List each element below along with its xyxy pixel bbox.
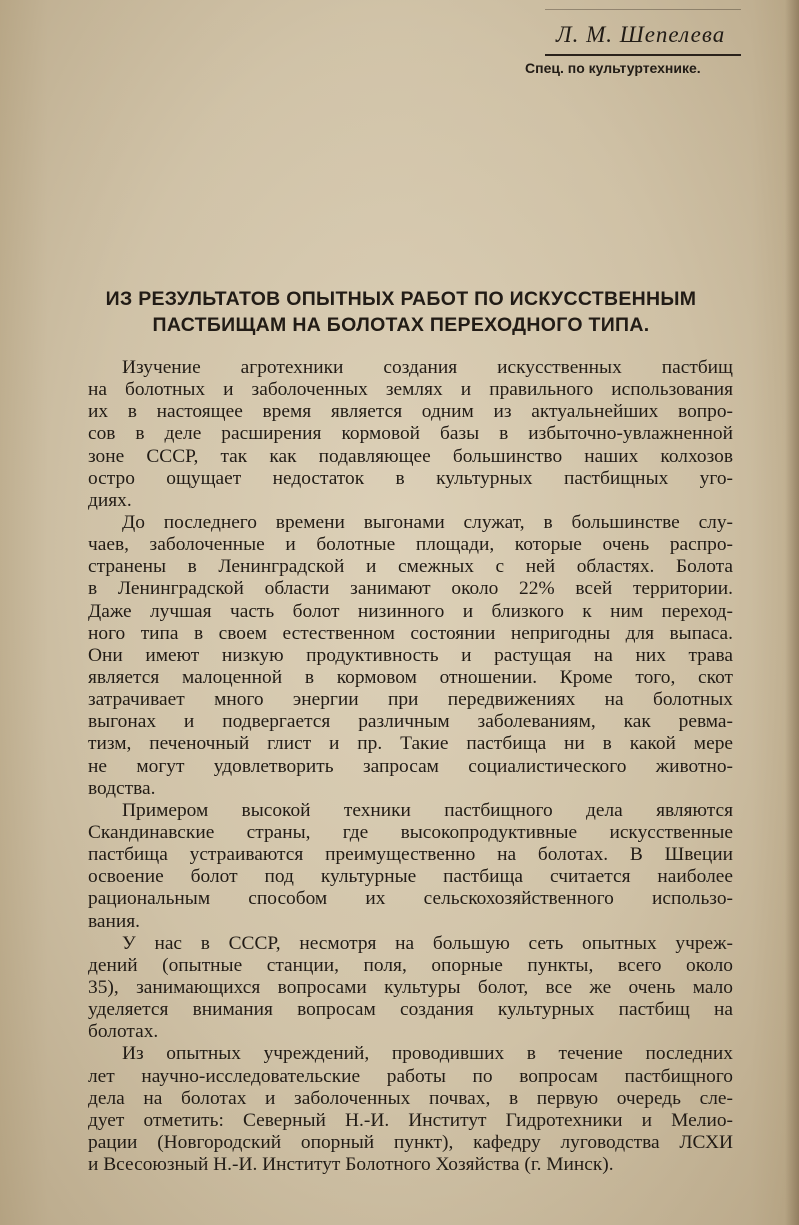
text-line: водства. [88,777,156,799]
text-line: зоне СССР, так как подавляющее большинство наших колхозов [88,445,733,467]
paragraph [88,933,733,1044]
text-line: и Всесоюзный Н.-И. Институт Болотного Хозяйства (г. Минск). [88,1154,614,1176]
text-line: диях. [88,489,132,511]
header-rule [545,54,741,56]
paragraph [88,800,733,933]
title-line: ИЗ РЕЗУЛЬТАТОВ ОПЫТНЫХ РАБОТ ПО ИСКУССТВЕННЫМ [105,288,697,310]
text-line: выгонах и подвергается различным заболеваниям, как ревма- [88,711,733,733]
text-line: тизм, печеночный глист и пр. Такие пастбища ни в какой мере [88,733,733,755]
text-line: дела на болотах и заболоченных почвах, в первую очередь сле- [88,1087,733,1109]
text-line: рациональным способом их сельскохозяйственного использо- [88,888,733,910]
text-line: До последнего времени выгонами служат, в большинстве слу- [122,511,733,533]
author-position: Спец. по культуртехнике. [525,60,701,76]
text-line: странены в Ленинградской и смежных с ней областях. Болота [88,556,733,578]
text-line: Скандинавские страны, где высокопродуктивные искусственные [88,821,733,843]
text-line: Изучение агротехники создания искусственных пастбищ [122,357,733,378]
text-line: освоение болот под культурные пастбища считается наиболее [88,866,733,888]
text-line: ного типа в своем естественном состоянии непригодны для выпаса. [88,622,733,644]
text-line: на болотных и заболоченных землях и правильного использования [88,379,733,401]
text-line: пастбища устраиваются преимущественно на болотах. В Швеции [88,844,733,866]
text-line: болотах. [88,1021,159,1043]
author-name: Л. М. Шепелева [556,22,726,47]
text-line: чаев, заболоченные и болотные площади, которые очень распро- [88,534,733,556]
text-line: их в настоящее время является одним из актуальнейших вопро- [88,401,733,423]
text-line: затрачивает много энергии при передвижениях на болотных [88,689,733,711]
page-edge-shadow [785,0,799,1225]
text-line: Примером высокой техники пастбищного дела являются [122,799,733,821]
text-line: рации (Новгородский опорный пункт), кафедру луговодства ЛСХИ [88,1131,733,1153]
text-line: не могут удовлетворить запросам социалистического животно- [88,755,733,777]
text-line: Даже лучшая часть болот низинного и близкого к ним переход- [88,600,733,622]
paragraph [88,1043,733,1176]
text-line: У нас в СССР, несмотря на большую сеть опытных учреж- [122,932,733,954]
text-line: в Ленинградской области занимают около 22% всей территории. [88,578,733,600]
article-title [40,286,762,338]
text-line: 35), занимающихся вопросами культуры болот, все же очень мало [88,976,733,998]
text-line: дует отметить: Северный Н.-И. Институт Гидротехники и Мелио- [88,1109,733,1131]
paragraph [88,357,733,512]
text-line: вания. [88,910,141,932]
header-rule-top [545,9,741,10]
paragraph [88,512,733,800]
article-body [88,357,733,1176]
title-line: ПАСТБИЩАМ НА БОЛОТАХ ПЕРЕХОДНОГО ТИПА. [152,314,650,336]
text-line: является малоценной в кормовом отношении. Кроме того, скот [88,666,733,688]
text-line: Они имеют низкую продуктивность и растущая на них трава [88,644,733,666]
text-line: дений (опытные станции, поля, опорные пункты, всего около [88,954,733,976]
text-line: Из опытных учреждений, проводивших в течение последних [122,1043,733,1065]
text-line: уделяется внимания вопросам создания культурных пастбищ на [88,999,733,1021]
text-line: сов в деле расширения кормовой базы в избыточно-увлажненной [88,423,733,445]
text-line: остро ощущает недостаток в культурных пастбищных уго- [88,467,733,489]
text-line: лет научно-исследовательские работы по вопросам пастбищного [88,1065,733,1087]
